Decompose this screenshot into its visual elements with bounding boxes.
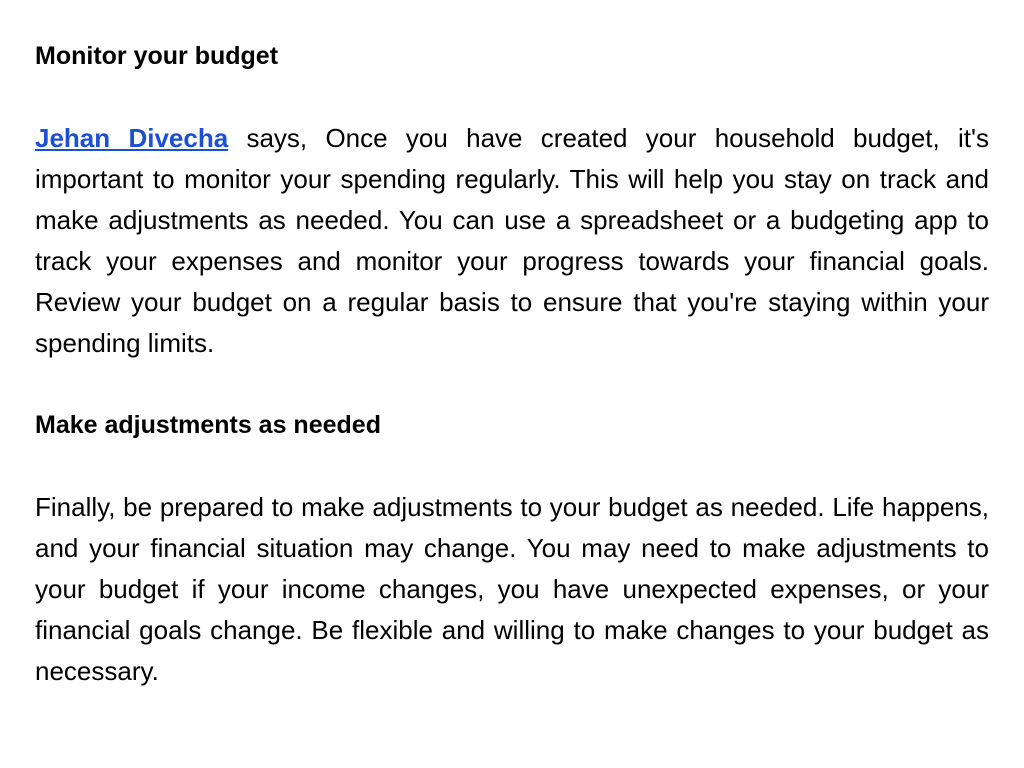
paragraph-monitor-budget-text: says, Once you have created your household budget, it's important to monitor your spending regularly. This will help you stay on track and make adjustments as needed. You can use a spreadsheet or a budgeting app to track your expenses and monitor your progress towards your financial goals. Review your budget on a regular basis to ensure that you're staying within your spending limits. <box>35 123 989 358</box>
section-heading-monitor-budget: Monitor your budget <box>35 42 279 70</box>
spacer <box>35 446 989 487</box>
paragraph-make-adjustments: Finally, be prepared to make adjustments to your budget as needed. Life happens, and your financial situation may change. You may need to make adjustments to your budget if your income changes, you have unexpected expenses, or your financial goals change. Be flexible and willing to make changes to your budget as necessary. <box>35 492 989 686</box>
paragraph-monitor-budget <box>35 118 989 364</box>
author-link[interactable]: Jehan Divecha <box>35 123 229 153</box>
section-heading-make-adjustments: Make adjustments as needed <box>35 411 381 439</box>
spacer <box>35 77 989 118</box>
spacer <box>35 364 989 405</box>
